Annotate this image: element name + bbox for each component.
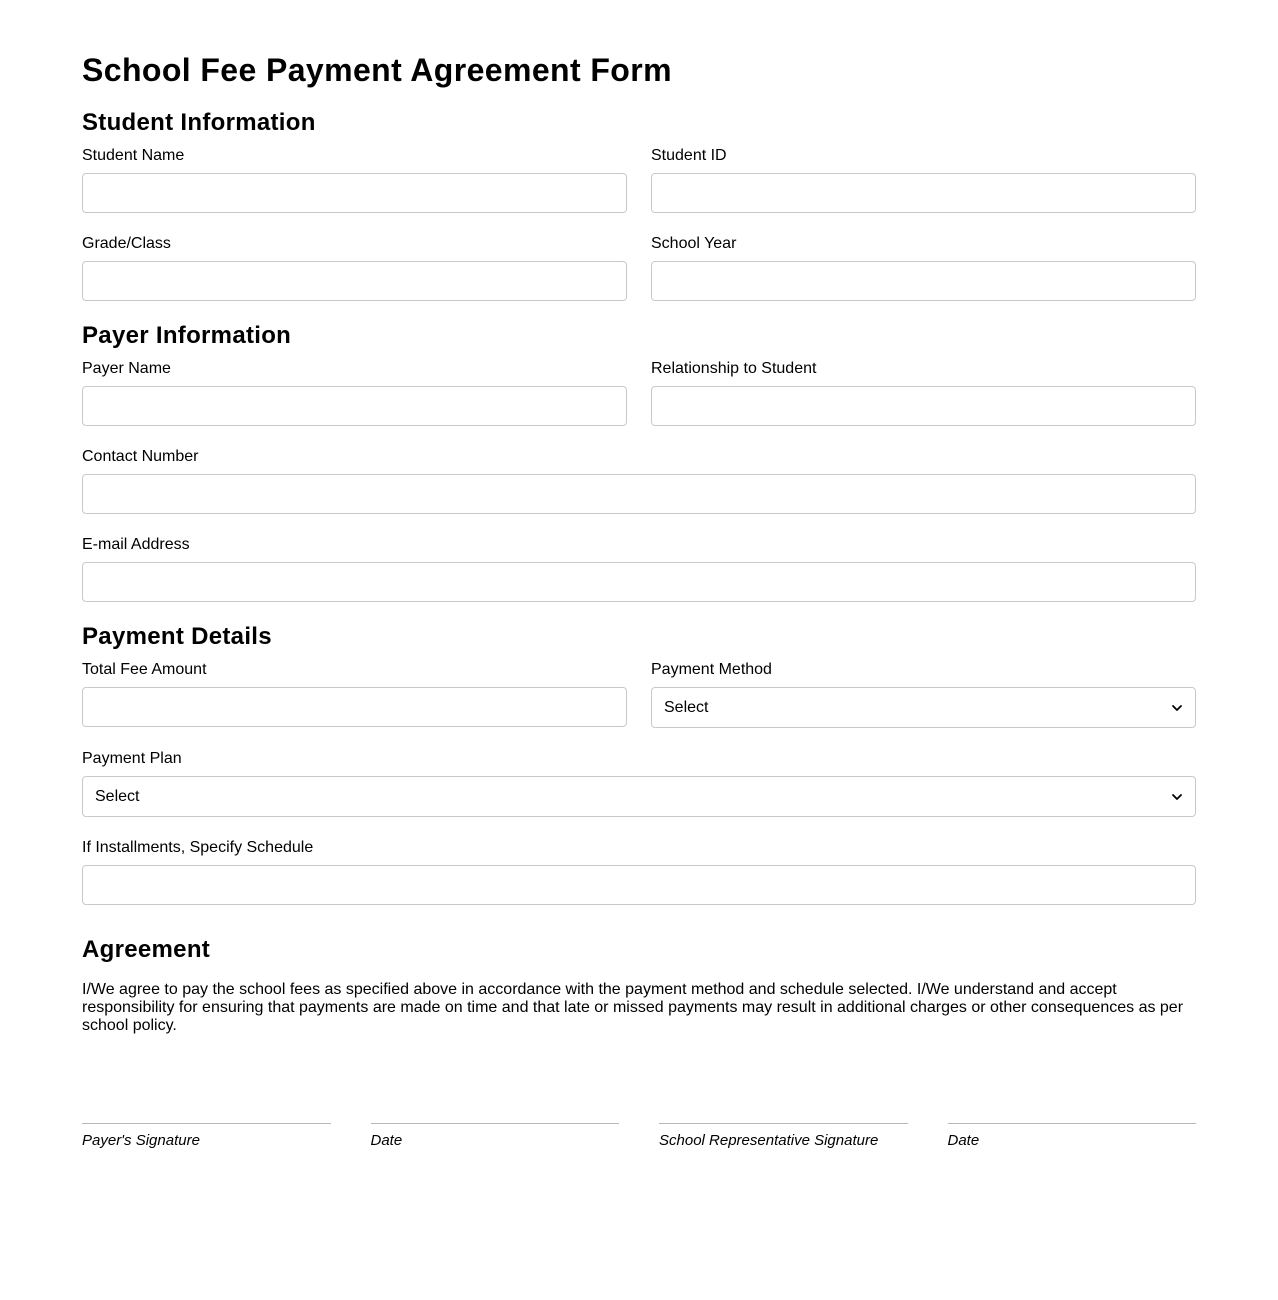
payment-plan-select[interactable] bbox=[82, 776, 1196, 817]
student-information-heading: Student Information bbox=[82, 109, 316, 136]
payment-method-field bbox=[651, 659, 1196, 728]
school-year-label: School Year bbox=[651, 235, 737, 252]
grade-class-input[interactable] bbox=[82, 261, 627, 301]
agreement-section bbox=[82, 935, 1196, 1035]
grade-class-field bbox=[82, 233, 627, 301]
student-information-section bbox=[82, 108, 1196, 301]
payment-plan-selected-value: Select bbox=[95, 787, 140, 805]
page-title: School Fee Payment Agreement Form bbox=[82, 52, 672, 88]
school-year-input[interactable] bbox=[651, 261, 1196, 301]
payment-details-heading: Payment Details bbox=[82, 623, 272, 650]
student-name-field bbox=[82, 145, 627, 213]
email-label: E-mail Address bbox=[82, 536, 190, 553]
payment-method-label: Payment Method bbox=[651, 661, 772, 678]
payer-name-label: Payer Name bbox=[82, 360, 171, 377]
payer-date-line: Date bbox=[371, 1123, 620, 1151]
grade-class-label: Grade/Class bbox=[82, 235, 171, 252]
installment-schedule-input[interactable] bbox=[82, 865, 1196, 905]
installment-schedule-label: If Installments, Specify Schedule bbox=[82, 839, 314, 856]
signature-area bbox=[82, 1123, 1196, 1151]
agreement-heading: Agreement bbox=[82, 936, 211, 963]
payer-information-heading: Payer Information bbox=[82, 322, 292, 349]
school-representative-date-line: Date bbox=[948, 1123, 1197, 1151]
relationship-input[interactable] bbox=[651, 386, 1196, 426]
chevron-down-icon bbox=[1171, 791, 1183, 803]
installment-schedule-field bbox=[82, 837, 1196, 905]
contact-number-label: Contact Number bbox=[82, 448, 199, 465]
payer-name-input[interactable] bbox=[82, 386, 627, 426]
contact-number-field bbox=[82, 446, 1196, 514]
payment-plan-field bbox=[82, 748, 1196, 817]
payment-method-select[interactable] bbox=[651, 687, 1196, 728]
email-input[interactable] bbox=[82, 562, 1196, 602]
total-fee-label: Total Fee Amount bbox=[82, 661, 207, 678]
total-fee-input[interactable] bbox=[82, 687, 627, 727]
relationship-field bbox=[651, 358, 1196, 426]
student-name-label: Student Name bbox=[82, 147, 185, 164]
payer-name-field bbox=[82, 358, 627, 426]
contact-number-input[interactable] bbox=[82, 474, 1196, 514]
payment-details-section bbox=[82, 622, 1196, 905]
student-name-input[interactable] bbox=[82, 173, 627, 213]
chevron-down-icon bbox=[1171, 702, 1183, 714]
student-id-input[interactable] bbox=[651, 173, 1196, 213]
school-year-field bbox=[651, 233, 1196, 301]
agreement-text: I/We agree to pay the school fees as specified above in accordance with the payment method and schedule selected. I/We understand and accept responsibility for ensuring that payments are made on time and that late or missed payments may result in additional charges or other consequences as per school policy. bbox=[82, 981, 1184, 1034]
student-id-field bbox=[651, 145, 1196, 213]
student-id-label: Student ID bbox=[651, 147, 727, 164]
relationship-label: Relationship to Student bbox=[651, 360, 817, 377]
payment-method-selected-value: Select bbox=[664, 698, 709, 716]
payer-signature-line: Payer's Signature bbox=[82, 1123, 331, 1151]
payer-information-section bbox=[82, 321, 1196, 602]
school-representative-signature-line: School Representative Signature bbox=[659, 1123, 908, 1151]
payment-plan-label: Payment Plan bbox=[82, 750, 182, 767]
email-field bbox=[82, 534, 1196, 602]
total-fee-field bbox=[82, 659, 627, 728]
